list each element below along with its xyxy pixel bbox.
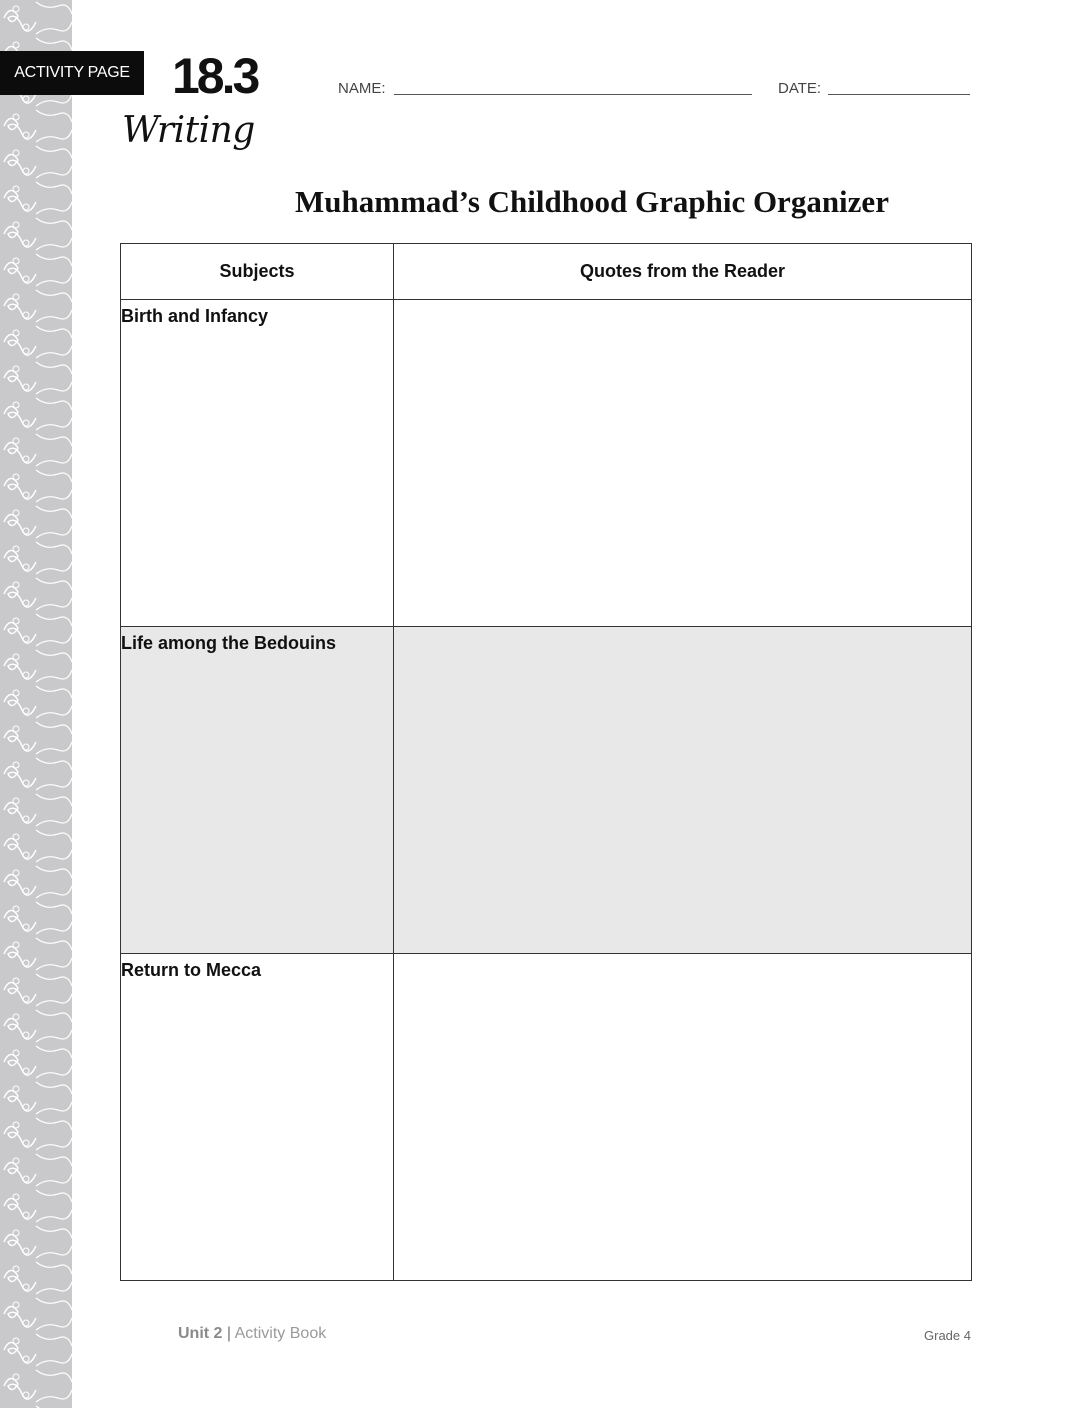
subject-cell bbox=[121, 627, 394, 954]
activity-page-tab: ACTIVITY PAGE bbox=[0, 51, 144, 95]
table-row bbox=[121, 954, 972, 1281]
table-row bbox=[121, 627, 972, 954]
table-header-row bbox=[121, 244, 972, 300]
footer-book: Activity Book bbox=[234, 1325, 327, 1342]
table-row bbox=[121, 300, 972, 627]
date-label: DATE: bbox=[778, 80, 822, 97]
subject-label: Birth and Infancy bbox=[121, 306, 269, 326]
column-header-subjects: Subjects bbox=[121, 244, 394, 300]
name-field[interactable] bbox=[394, 94, 752, 95]
subject-label: Life among the Bedouins bbox=[121, 633, 337, 653]
column-header-quotes: Quotes from the Reader bbox=[394, 244, 972, 300]
footer-unit-info bbox=[178, 1325, 326, 1343]
name-label: NAME: bbox=[338, 80, 386, 97]
footer-unit: Unit 2 bbox=[178, 1325, 223, 1342]
decorative-side-border bbox=[0, 0, 72, 1408]
subject-cell bbox=[121, 954, 394, 1281]
page-title: Muhammad’s Childhood Graphic Organizer bbox=[295, 184, 889, 219]
footer-separator: | bbox=[226, 1325, 232, 1342]
section-label: Writing bbox=[122, 110, 255, 151]
subject-label: Return to Mecca bbox=[121, 960, 262, 980]
subject-cell bbox=[121, 300, 394, 627]
quotes-answer-area[interactable] bbox=[394, 300, 972, 627]
page-number: 18.3 bbox=[172, 48, 258, 104]
quotes-answer-area[interactable] bbox=[394, 627, 972, 954]
footer-grade: Grade 4 bbox=[924, 1328, 971, 1343]
ornament-pattern-icon bbox=[0, 0, 72, 1408]
date-field[interactable] bbox=[828, 94, 970, 95]
graphic-organizer-table bbox=[120, 243, 972, 1281]
quotes-answer-area[interactable] bbox=[394, 954, 972, 1281]
